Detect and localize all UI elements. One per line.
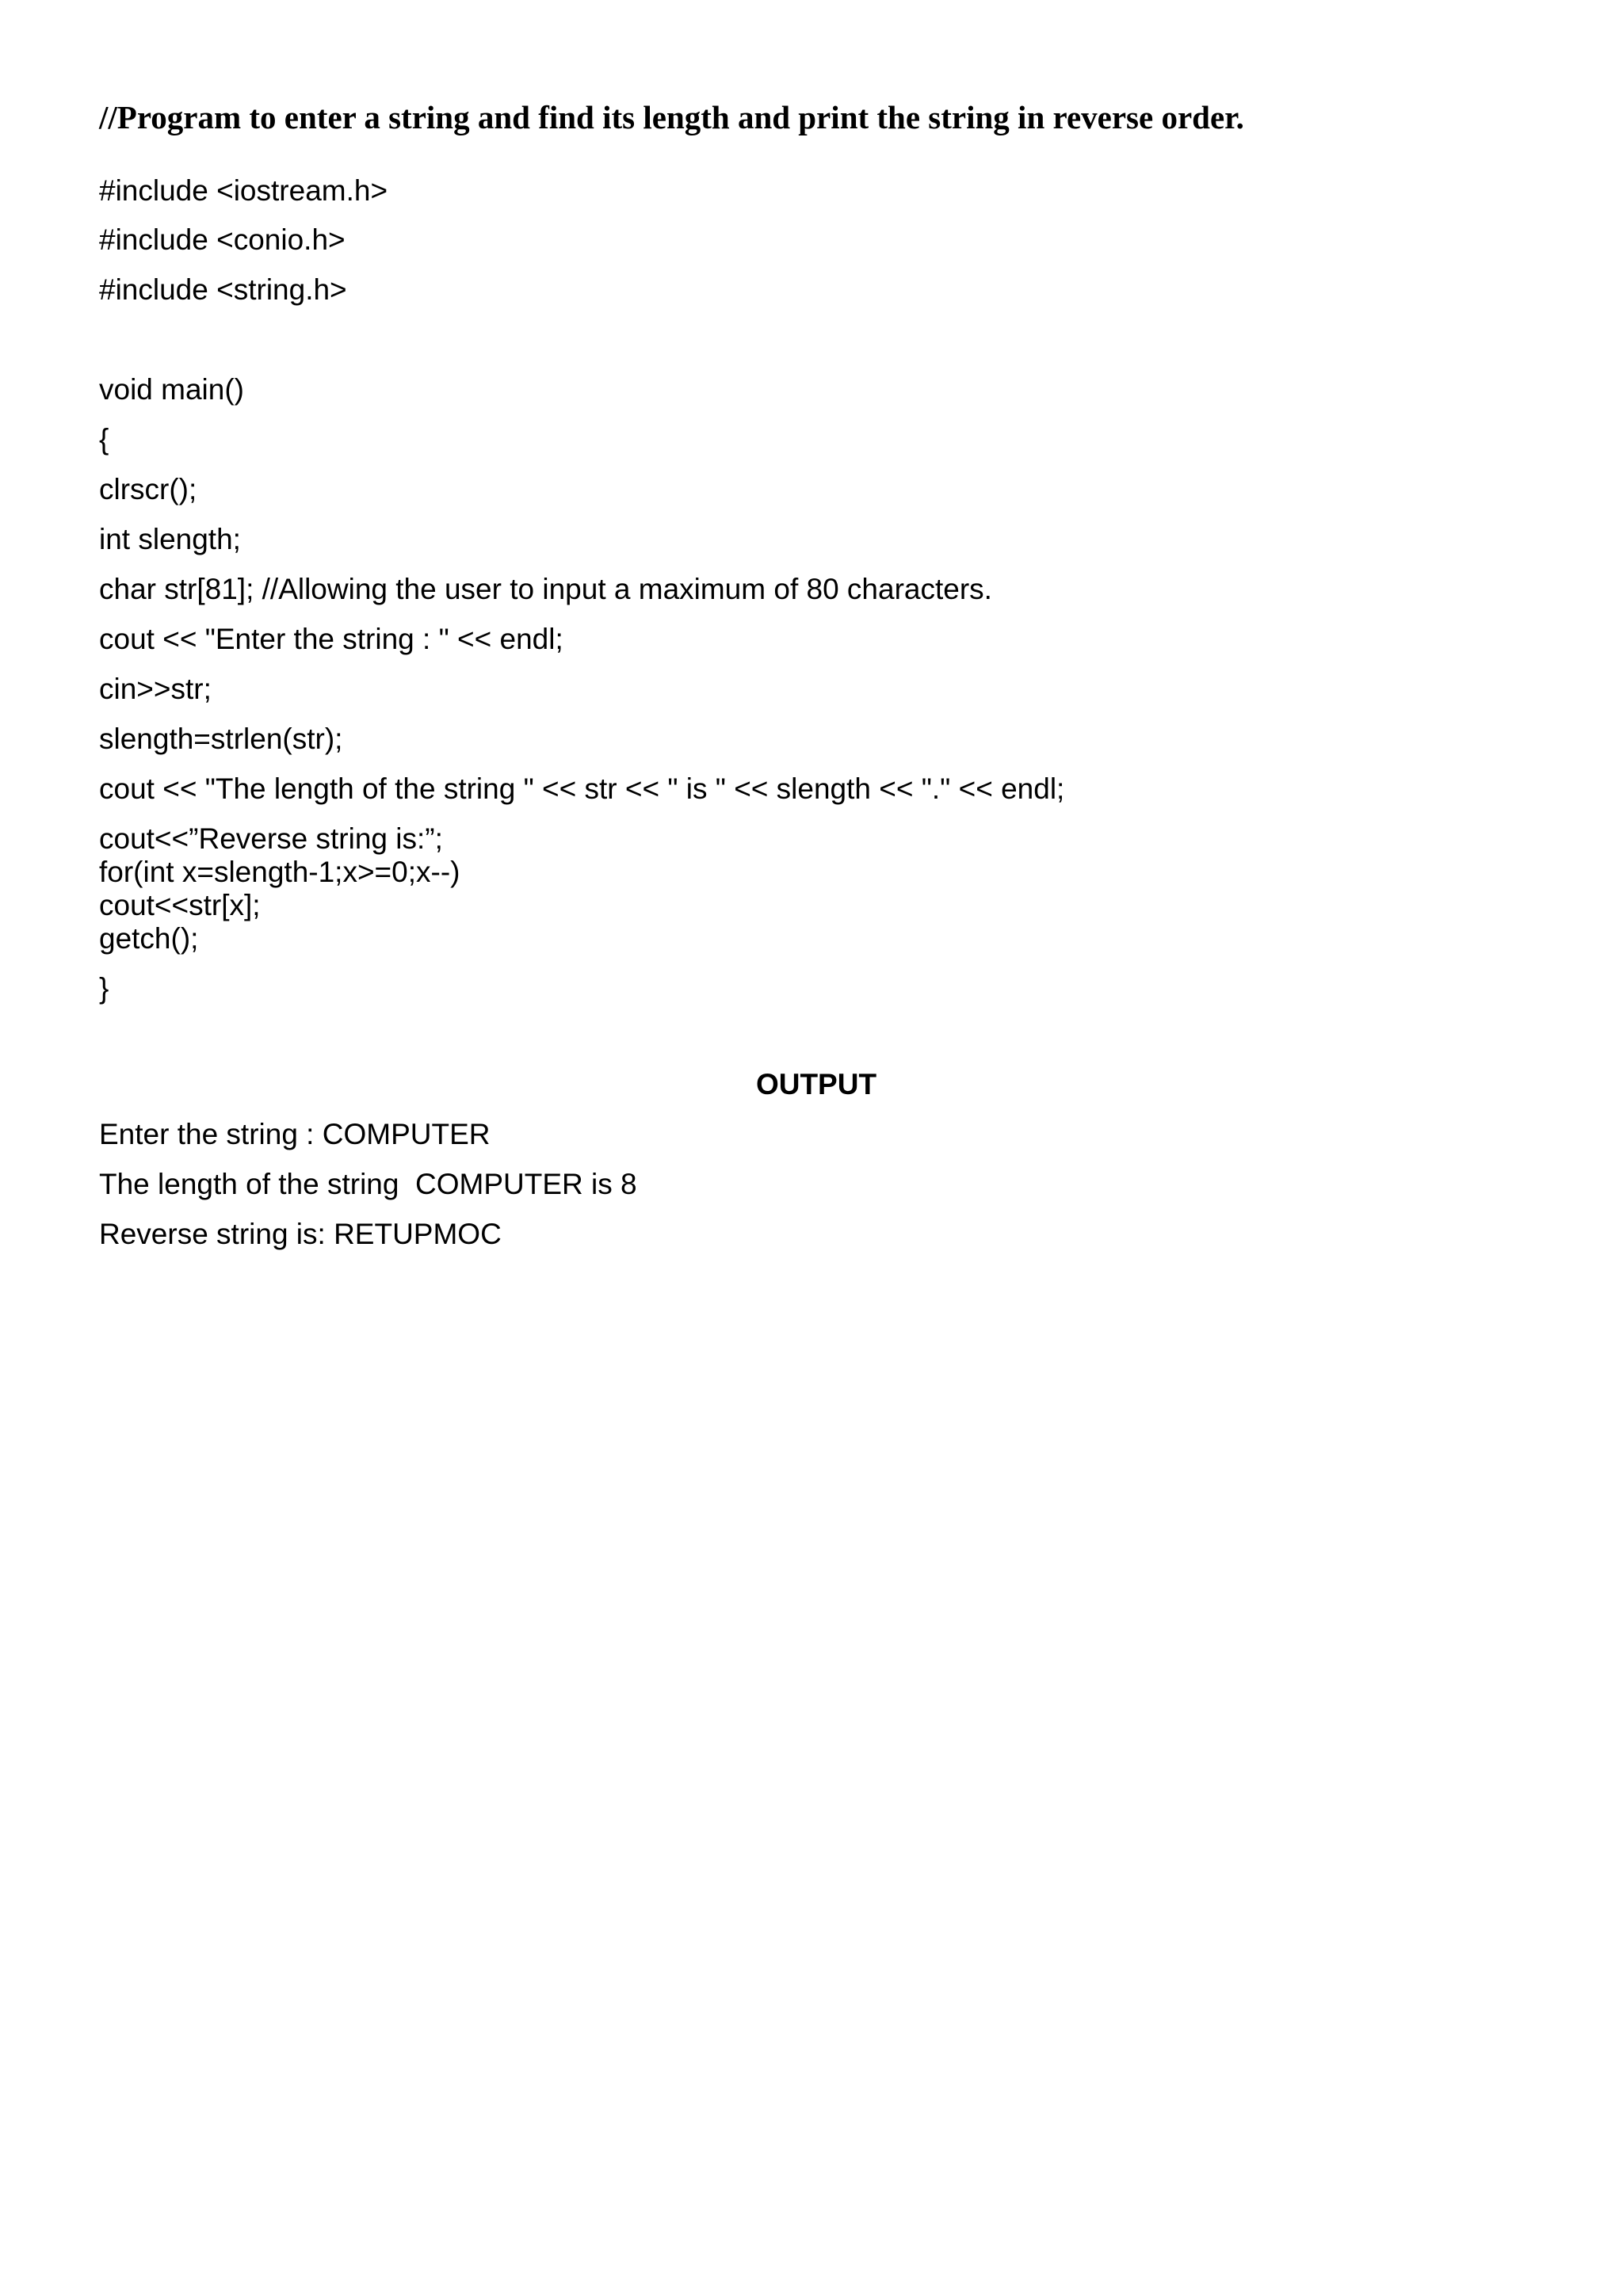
code-line: cout << "Enter the string : " << endl; xyxy=(99,623,563,655)
code-line: char str[81]; //Allowing the user to input a maximum of 80 characters. xyxy=(99,573,992,605)
code-line: #include <iostream.h> xyxy=(99,174,388,207)
code-line: void main() xyxy=(99,373,244,406)
code-line: slength=strlen(str); xyxy=(99,723,343,755)
code-line: clrscr(); xyxy=(99,473,197,505)
program-title: //Program to enter a string and find its length and print the string in reverse order. xyxy=(99,99,1244,135)
code-line: { xyxy=(99,423,109,456)
code-line: } xyxy=(99,972,109,1005)
code-line: getch(); xyxy=(99,922,199,955)
output-line: Reverse string is: RETUPMOC xyxy=(99,1218,502,1250)
code-line: #include <string.h> xyxy=(99,273,347,306)
code-line: for(int x=slength-1;x>=0;x--) xyxy=(99,856,460,888)
code-line: cout<<”Reverse string is:”; xyxy=(99,822,443,855)
code-line: int slength; xyxy=(99,523,241,555)
code-line: #include <conio.h> xyxy=(99,223,346,256)
output-heading: OUTPUT xyxy=(755,1068,877,1100)
code-line: cin>>str; xyxy=(99,673,212,705)
code-line: cout<<str[x]; xyxy=(99,889,261,921)
output-line: Enter the string : COMPUTER xyxy=(99,1118,491,1150)
code-line: cout << "The length of the string " << str << " is " << slength << "." << endl; xyxy=(99,772,1065,805)
output-line: The length of the string COMPUTER is 8 xyxy=(99,1168,637,1200)
